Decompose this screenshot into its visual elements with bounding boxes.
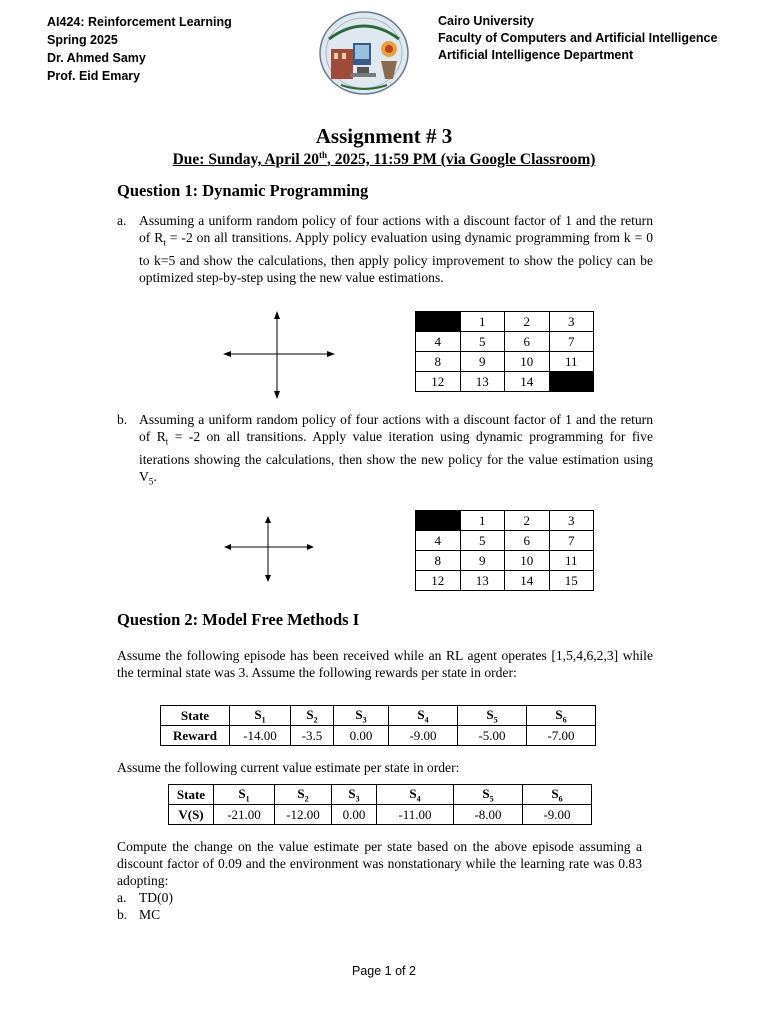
grid-cell: 3 bbox=[549, 312, 594, 332]
grid-cell: 11 bbox=[549, 551, 594, 571]
state-header: $S_5$ bbox=[458, 706, 527, 726]
method-name: MC bbox=[139, 907, 161, 922]
question-2-intro: Assume the following episode has been received while an RL agent operates [1,5,4,6,2,3] while the terminal state was 3. Assume the following rewards per state in order: bbox=[117, 648, 653, 680]
value-table bbox=[168, 784, 592, 825]
action-arrows-diagram bbox=[222, 514, 316, 584]
compute-instructions: Compute the change on the value estimate per state based on the above episode assuming a discount factor of 0.09 and the environment was nonstationary while the learning rate was 0.83 adopting: bbox=[117, 839, 642, 888]
reward-cell: -3.5 bbox=[291, 726, 334, 746]
grid-cell: 13 bbox=[460, 571, 505, 591]
faculty-name: Faculty of Computers and Artificial Intelligence bbox=[438, 31, 718, 45]
university-name: Cairo University bbox=[438, 14, 534, 28]
grid-cell: 14 bbox=[505, 372, 550, 392]
grid-cell: 5 bbox=[460, 332, 505, 352]
table-header: State bbox=[161, 706, 230, 726]
item-label: b. bbox=[117, 907, 128, 922]
gridworld-a bbox=[415, 311, 594, 392]
question-1-title: Question 1: Dynamic Programming bbox=[117, 181, 369, 200]
value-cell: -8.00 bbox=[454, 805, 523, 825]
state-header: $S_2$ bbox=[275, 785, 332, 805]
state-header: $S_5$ bbox=[454, 785, 523, 805]
instructor-1: Dr. Ahmed Samy bbox=[47, 51, 146, 65]
table-header: State bbox=[169, 785, 214, 805]
value-cell: -9.00 bbox=[523, 805, 592, 825]
state-header: $S_3$ bbox=[334, 706, 389, 726]
value-intro: Assume the following current value estimate per state in order: bbox=[117, 760, 460, 775]
value-cell: -11.00 bbox=[377, 805, 454, 825]
grid-cell: 10 bbox=[505, 352, 550, 372]
state-header: $S_6$ bbox=[523, 785, 592, 805]
grid-cell: 1 bbox=[460, 511, 505, 531]
question-1b-text: Assuming a uniform random policy of four actions with a discount factor of 1 and the return of $R_t = -2$ on all transitions. Apply value iteration using dynamic programming for five iterations showing the calculations, then show the new policy for the value estimation using $V_5$. bbox=[139, 412, 653, 487]
reward-cell: -7.00 bbox=[527, 726, 596, 746]
gridworld-b bbox=[415, 510, 594, 591]
item-label: b. bbox=[117, 412, 128, 427]
state-header: $S_6$ bbox=[527, 706, 596, 726]
terminal-cell bbox=[549, 372, 594, 392]
value-cell: -21.00 bbox=[214, 805, 275, 825]
grid-cell: 4 bbox=[416, 531, 461, 551]
grid-cell: 15 bbox=[549, 571, 594, 591]
method-name: TD(0) bbox=[139, 890, 173, 905]
course-code: AI424: Reinforcement Learning bbox=[47, 15, 232, 29]
state-header: $S_3$ bbox=[332, 785, 377, 805]
terminal-cell bbox=[416, 511, 461, 531]
state-header: $S_4$ bbox=[377, 785, 454, 805]
reward-table bbox=[160, 705, 596, 746]
grid-cell: 7 bbox=[549, 332, 594, 352]
item-label: a. bbox=[117, 213, 127, 228]
reward-cell: 0.00 bbox=[334, 726, 389, 746]
page-number: Page 1 of 2 bbox=[352, 964, 416, 978]
question-2-title: Question 2: Model Free Methods I bbox=[117, 610, 360, 629]
row-label: Reward bbox=[161, 726, 230, 746]
grid-cell: 10 bbox=[505, 551, 550, 571]
item-label: a. bbox=[117, 890, 127, 905]
terminal-cell bbox=[416, 312, 461, 332]
state-header: $S_2$ bbox=[291, 706, 334, 726]
grid-cell: 8 bbox=[416, 352, 461, 372]
reward-cell: -9.00 bbox=[389, 726, 458, 746]
grid-cell: 4 bbox=[416, 332, 461, 352]
grid-cell: 12 bbox=[416, 372, 461, 392]
grid-cell: 3 bbox=[549, 511, 594, 531]
university-logo bbox=[319, 11, 409, 95]
value-cell: 0.00 bbox=[332, 805, 377, 825]
course-info bbox=[47, 13, 232, 85]
action-arrows-diagram bbox=[221, 309, 337, 401]
grid-cell: 8 bbox=[416, 551, 461, 571]
grid-cell: 6 bbox=[505, 332, 550, 352]
page-title: Assignment # 3 bbox=[315, 124, 453, 148]
due-date: Due: Sunday, April 20th, 2025, 11:59 PM (via Google Classroom) bbox=[172, 150, 596, 169]
grid-cell: 9 bbox=[460, 352, 505, 372]
grid-cell: 9 bbox=[460, 551, 505, 571]
row-label: V(S) bbox=[169, 805, 214, 825]
grid-cell: 7 bbox=[549, 531, 594, 551]
state-header: $S_4$ bbox=[389, 706, 458, 726]
grid-cell: 13 bbox=[460, 372, 505, 392]
question-1a bbox=[117, 212, 653, 286]
reward-cell: -14.00 bbox=[230, 726, 291, 746]
state-header: $S_1$ bbox=[214, 785, 275, 805]
reward-cell: -5.00 bbox=[458, 726, 527, 746]
grid-cell: 2 bbox=[505, 312, 550, 332]
grid-cell: 2 bbox=[505, 511, 550, 531]
instructor-2: Prof. Eid Emary bbox=[47, 69, 141, 83]
question-1a-text: Assuming a uniform random policy of four actions with a discount factor of 1 and the return of $R_t = -2$ on all transitions. Apply policy evaluation using dynamic programming from k = 0 to k=5 and show the calculations, then apply policy improvement to show the policy can be optimized step-by-step using the new value estimations. bbox=[139, 213, 653, 285]
grid-cell: 1 bbox=[460, 312, 505, 332]
institution-info bbox=[438, 13, 717, 64]
grid-cell: 12 bbox=[416, 571, 461, 591]
grid-cell: 14 bbox=[505, 571, 550, 591]
value-cell: -12.00 bbox=[275, 805, 332, 825]
question-1b bbox=[117, 411, 653, 490]
grid-cell: 6 bbox=[505, 531, 550, 551]
department-name: Artificial Intelligence Department bbox=[438, 48, 634, 62]
grid-cell: 5 bbox=[460, 531, 505, 551]
grid-cell: 11 bbox=[549, 352, 594, 372]
state-header: $S_1$ bbox=[230, 706, 291, 726]
term: Spring 2025 bbox=[47, 33, 118, 47]
